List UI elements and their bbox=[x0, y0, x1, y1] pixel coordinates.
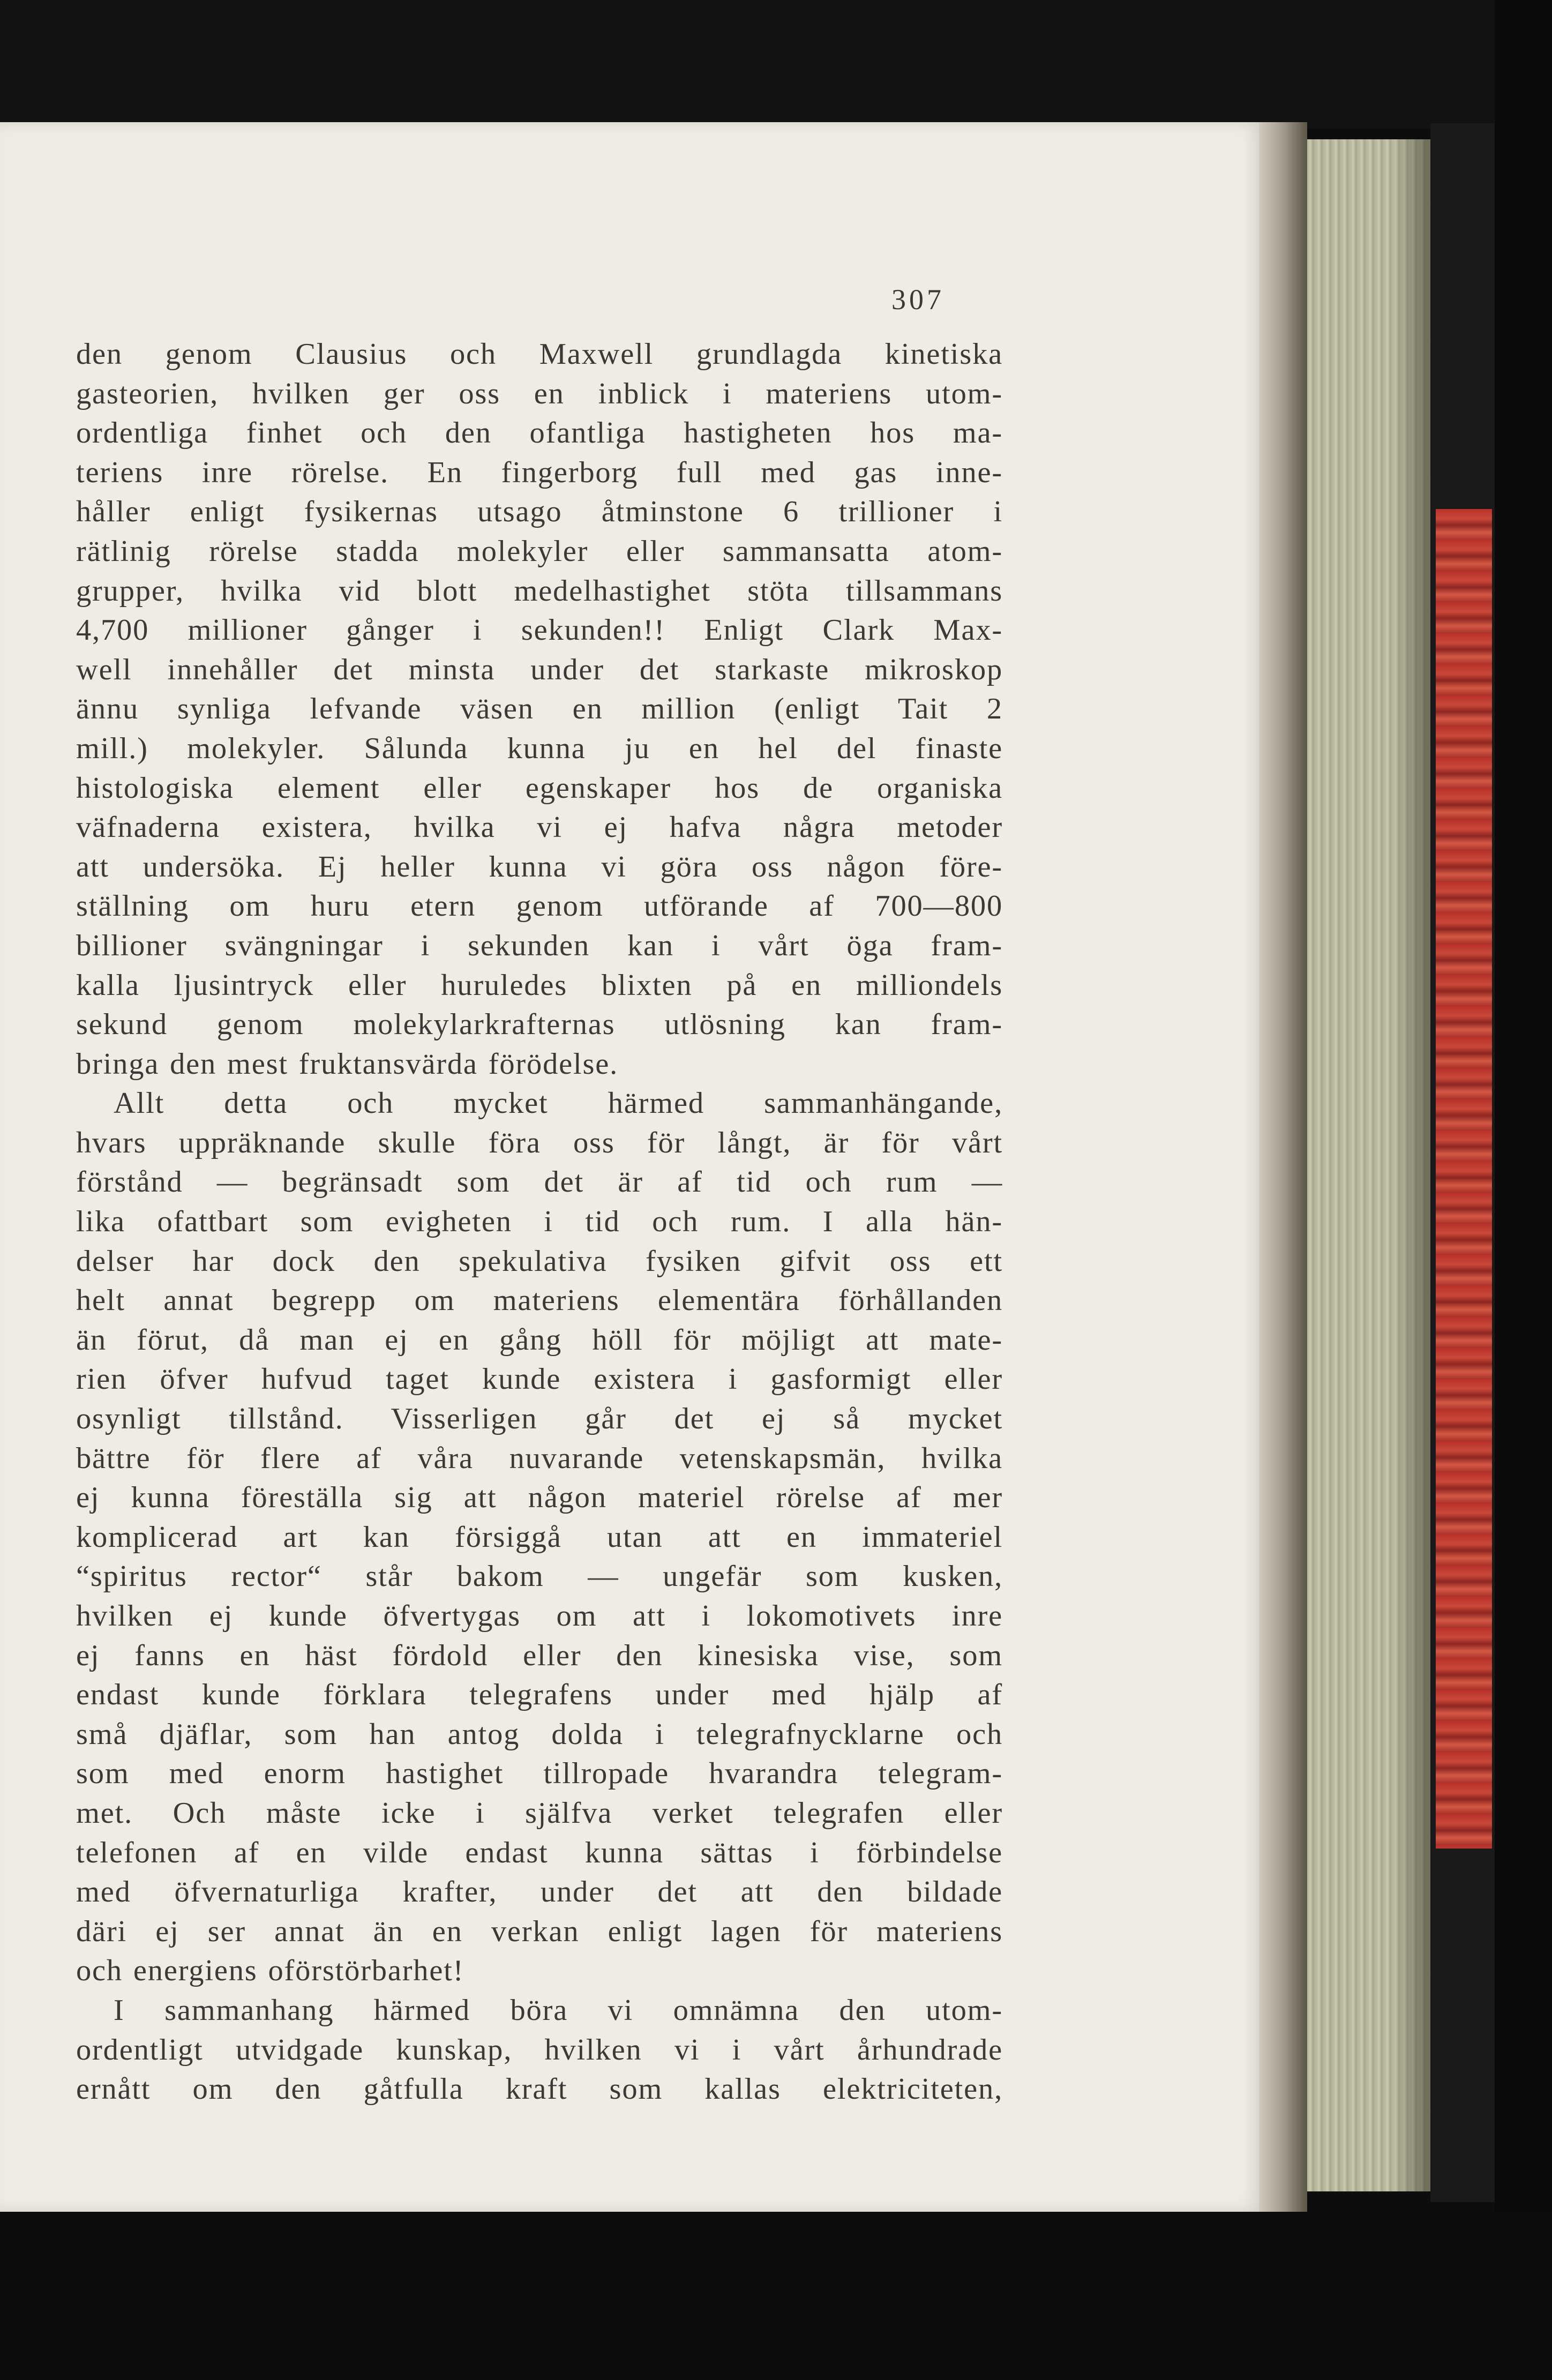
scan-top-margin bbox=[0, 0, 1552, 129]
text-line: än förut, då man ej en gång höll för möjligt att mate- bbox=[76, 1323, 1003, 1357]
text-line: rätlinig rörelse stadda molekyler eller sammansatta atom- bbox=[76, 534, 1003, 568]
text-line: ej kunna föreställa sig att någon materiel rörelse af mer bbox=[76, 1481, 1003, 1515]
text-line: ernått om den gåtfulla kraft som kallas elektriciteten, bbox=[76, 2072, 1003, 2106]
text-line: “spiritus rector“ står bakom — ungefär som kusken, bbox=[76, 1560, 1003, 1593]
text-line: som med enorm hastighet tillropade hvarandra telegram- bbox=[76, 1757, 1003, 1791]
text-line: förstånd — begränsadt som det är af tid och rum — bbox=[76, 1165, 1003, 1199]
text-line: ännu synliga lefvande väsen en million (enligt Tait 2 bbox=[76, 692, 1003, 726]
text-line: well innehåller det minsta under det starkaste mikroskop bbox=[76, 653, 1003, 686]
text-line: håller enligt fysikernas utsago åtminstone 6 trillioner i bbox=[76, 495, 1003, 529]
text-line: teriens inre rörelse. En fingerborg full med gas inne- bbox=[76, 455, 1003, 489]
body-text bbox=[76, 335, 1003, 2109]
text-line: helt annat begrepp om materiens elementära förhållanden bbox=[76, 1284, 1003, 1318]
red-cloth-binding bbox=[1436, 509, 1492, 1848]
page-number: 307 bbox=[891, 283, 944, 316]
text-line: ordentliga finhet och den ofantliga hastigheten hos ma- bbox=[76, 416, 1003, 450]
text-line: mill.) molekyler. Sålunda kunna ju en hel del finaste bbox=[76, 731, 1003, 765]
text-line: telefonen af en vilde endast kunna sättas i förbindelse bbox=[76, 1836, 1003, 1869]
text-line: osynligt tillstånd. Visserligen går det ej så mycket bbox=[76, 1402, 1003, 1436]
text-line: bringa den mest fruktansvärda förödelse. bbox=[76, 1047, 619, 1081]
scan-right-margin bbox=[1495, 0, 1552, 2380]
text-line: den genom Clausius och Maxwell grundlagda kinetiska bbox=[76, 338, 1003, 371]
page-edge-shadow bbox=[1393, 139, 1430, 2191]
text-line: ej fanns en häst fördold eller den kinesiska vise, som bbox=[76, 1638, 1003, 1672]
text-line: Allt detta och mycket härmed sammanhängande, bbox=[114, 1087, 1003, 1120]
text-line: histologiska element eller egenskaper hos de organiska bbox=[76, 771, 1003, 805]
text-line: kalla ljusintryck eller huruledes blixten på en milliondels bbox=[76, 968, 1003, 1002]
text-line: delser har dock den spekulativa fysiken gifvit oss ett bbox=[76, 1244, 1003, 1278]
text-line: hvilken ej kunde öfvertygas om att i lokomotivets inre bbox=[76, 1599, 1003, 1633]
text-line: och energiens oförstörbarhet! bbox=[76, 1954, 464, 1988]
text-line: väfnaderna existera, hvilka vi ej hafva några metoder bbox=[76, 811, 1003, 844]
text-line: att undersöka. Ej heller kunna vi göra oss någon före- bbox=[76, 850, 1003, 884]
text-line: sekund genom molekylarkrafternas utlösning kan fram- bbox=[76, 1008, 1003, 1042]
page-gutter bbox=[1259, 122, 1307, 2212]
text-line: gasteorien, hvilken ger oss en inblick i materiens utom- bbox=[76, 377, 1003, 410]
text-line: endast kunde förklara telegrafens under med hjälp af bbox=[76, 1678, 1003, 1712]
text-line: bättre för flere af våra nuvarande vetenskapsmän, hvilka bbox=[76, 1441, 1003, 1475]
text-line: ordentligt utvidgade kunskap, hvilken vi i vårt århundrade bbox=[76, 2033, 1003, 2067]
text-line: däri ej ser annat än en verkan enligt lagen för materiens bbox=[76, 1914, 1003, 1948]
scan-bottom-margin bbox=[0, 2212, 1552, 2380]
text-line: hvars uppräknande skulle föra oss för långt, är för vårt bbox=[76, 1126, 1003, 1159]
text-line: lika ofattbart som evigheten i tid och rum. I alla hän- bbox=[76, 1205, 1003, 1239]
text-line: 4,700 millioner gånger i sekunden!! Enligt Clark Max- bbox=[76, 613, 1003, 647]
text-line: komplicerad art kan försiggå utan att en immateriel bbox=[76, 1520, 1003, 1554]
text-line: I sammanhang härmed böra vi omnämna den utom- bbox=[114, 1993, 1003, 2027]
text-line: rien öfver hufvud taget kunde existera i gasformigt eller bbox=[76, 1363, 1003, 1396]
text-line: met. Och måste icke i själfva verket telegrafen eller bbox=[76, 1796, 1003, 1830]
text-line: med öfvernaturliga krafter, under det att den bildade bbox=[76, 1875, 1003, 1909]
text-line: billioner svängningar i sekunden kan i vårt öga fram- bbox=[76, 929, 1003, 962]
text-line: grupper, hvilka vid blott medelhastighet stöta tillsammans bbox=[76, 574, 1003, 608]
text-line: små djäflar, som han antog dolda i telegrafnycklarne och bbox=[76, 1717, 1003, 1751]
text-line: ställning om huru etern genom utförande af 700—800 bbox=[76, 889, 1003, 923]
